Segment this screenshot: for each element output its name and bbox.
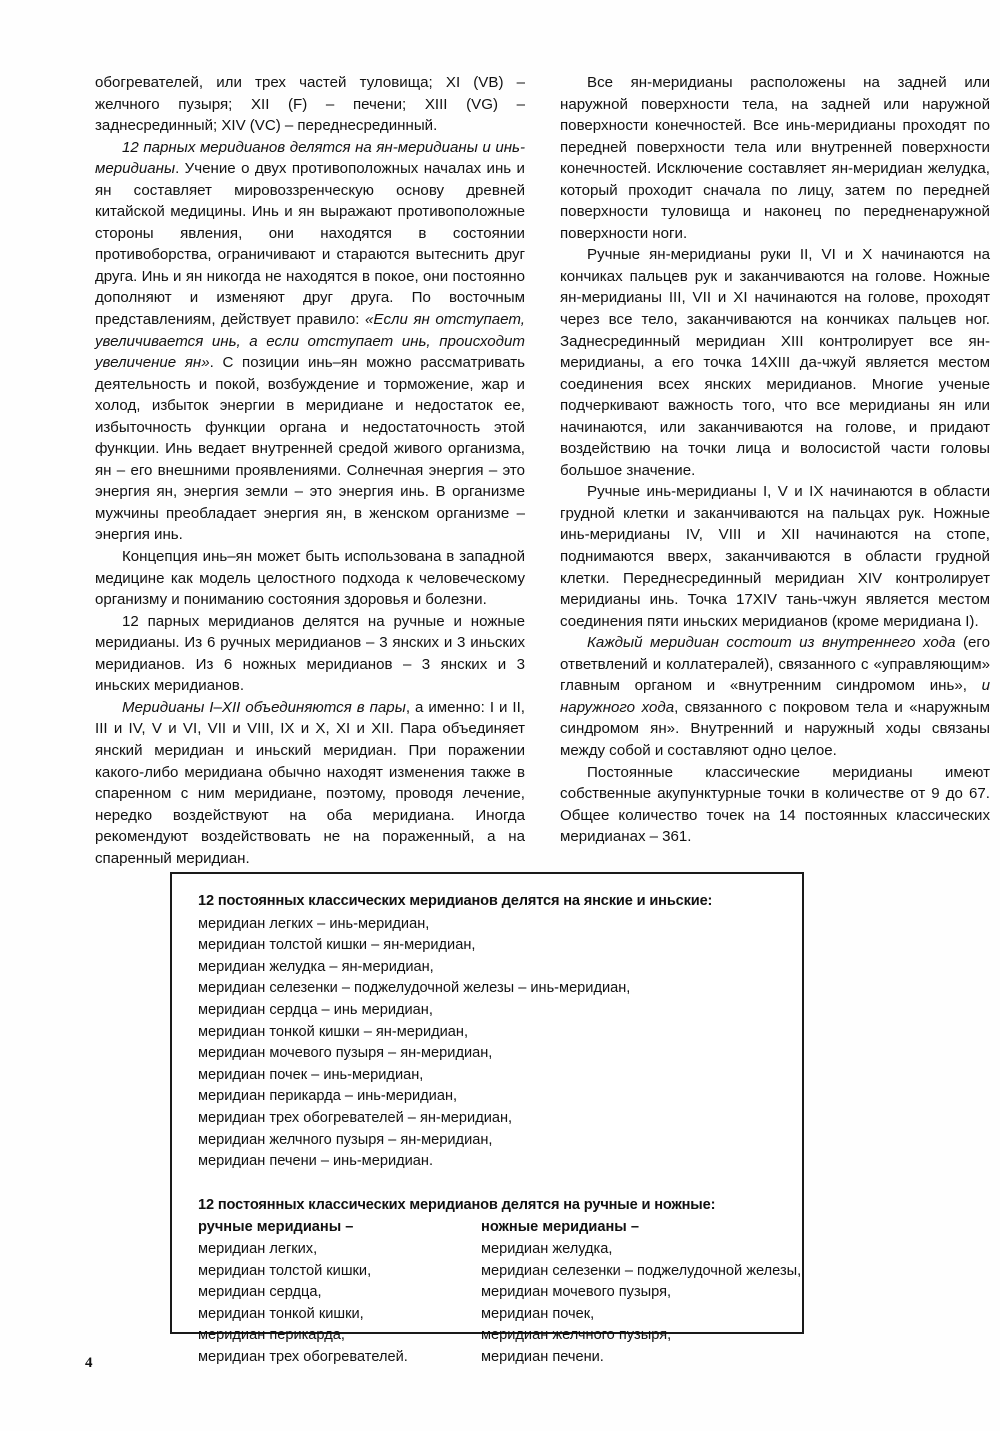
hand-meridians-label: ручные меридианы – bbox=[198, 1219, 354, 1236]
body-text: 12 парных меридианов делятся на ручные и ножные меридианы. Из 6 ручных меридианов – 3 янских и 3 иньских меридианов. Из 6 ножных меридианов – 3 янских и 3 иньских меридианов. bbox=[95, 612, 525, 695]
meridian-list-item: меридиан желчного пузыря – ян-меридиан, bbox=[198, 1131, 493, 1148]
right_column-paragraph bbox=[560, 632, 990, 761]
foot-meridian-item: меридиан почек, bbox=[481, 1305, 595, 1322]
foot-meridian-item: меридиан желчного пузыря, bbox=[481, 1327, 672, 1344]
left_column-paragraph bbox=[95, 611, 525, 697]
yin-yang-meridian-list bbox=[198, 914, 782, 1173]
body-text: Постоянные классические меридианы имеют собственные акупунктурные точки в количестве от 9 до 67. Общее количество точек на 14 постоянных классических меридианах – 361. bbox=[560, 763, 990, 846]
meridian-list-item: меридиан мочевого пузыря – ян-меридиан, bbox=[198, 1045, 493, 1062]
hand-meridian-item: меридиан легких, bbox=[198, 1240, 318, 1257]
left_column-paragraph bbox=[95, 546, 525, 611]
right_column-paragraph bbox=[560, 481, 990, 632]
hand-meridian-item: меридиан толстой кишки, bbox=[198, 1262, 372, 1279]
body-text: Концепция инь–ян может быть использована в западной медицине как модель целостного подхода к человеческому организму и пониманию состояния здоровья и болезни. bbox=[95, 548, 525, 609]
meridian-list-item: меридиан толстой кишки – ян-меридиан, bbox=[198, 937, 476, 954]
foot-meridian-item: меридиан желудка, bbox=[481, 1240, 613, 1257]
body-text: , а именно: I и II, III и IV, V и VI, VII и VIII, IX и X, XI и XII. Пара объединяет янский меридиан и иньский меридиан. При поражении какого-либо меридиана обычно находят изменения также в спаренном с ним меридиане, поэтому, проводя лечение, нередко воздействуют на оба меридиана. Иногда рекомендуют воздействовать не на пораженный, а на спаренный меридиан. bbox=[95, 698, 525, 867]
foot-meridian-list bbox=[481, 1239, 801, 1369]
meridian-list-item: меридиан перикарда – инь-меридиан, bbox=[198, 1088, 458, 1105]
right_column-paragraph bbox=[560, 72, 990, 244]
hand-foot-section-heading: 12 постоянных классических меридианов делятся на ручные и ножные: bbox=[198, 1196, 716, 1213]
emphasis-text: и наружного хода bbox=[560, 677, 990, 716]
foot-meridian-column bbox=[481, 1217, 801, 1368]
body-text: Ручные инь-меридианы I, V и IX начинаются в области грудной клетки и заканчиваются на пальцах рук. Ножные инь-меридианы IV, VIII и XII начинаются на стопе, поднимаются вверх, заканчиваются в области грудной клетки. Переднесрединный меридиан XIV контролирует меридианы инь. Точка 17XIV тань-чжун является местом соединения пяти иньских меридианов (кроме меридиана I). bbox=[560, 483, 990, 630]
left-text-column bbox=[95, 72, 525, 869]
foot-meridian-item: меридиан селезенки – поджелудочной железы, bbox=[481, 1262, 802, 1279]
body-text: Все ян-меридианы расположены на задней или наружной поверхности тела, на задней или наружной поверхности конечностей. Все инь-меридианы проходят по передней поверхности тела или внутренней поверхности конечностей. Исключение составляет ян-меридиан желудка, который проходит сначала по лицу, затем по передней поверхности туловища и наконец по передненаружной поверхности ноги. bbox=[560, 74, 990, 242]
meridian-list-item: меридиан желудка – ян-меридиан, bbox=[198, 958, 434, 975]
emphasis-text: «Если ян отступает, увеличивается инь, а если отступает инь, происходит увеличение ян» bbox=[95, 311, 525, 372]
meridian-list-item: меридиан легких – инь-меридиан, bbox=[198, 915, 430, 932]
hand-meridian-list bbox=[198, 1239, 481, 1369]
meridian-classification-box bbox=[170, 872, 804, 1365]
body-text: обогревателей, или трех частей туловища; XI (VB) – желчного пузыря; XII (F) – печени; XIII (VG) – заднесрединный; XIV (VC) – переднесрединный. bbox=[95, 74, 525, 135]
meridian-list-item: меридиан печени – инь-меридиан. bbox=[198, 1153, 433, 1170]
body-text: . С позиции инь–ян можно рассматривать деятельность и покой, возбуждение и торможение, жар и холод, избыток энергии в меридиане и недостаток ее, избыточность функции органа и недостаточность этой функции. Инь ведает внутренней средой живого организма, ян – его внешними проявлениями. Солнечная энергия – это энергия ян, энергия земли – это энергия инь. В организме мужчины преобладает энергия ян, в женском организме – энергия инь. bbox=[95, 354, 525, 544]
right_column-paragraph bbox=[560, 762, 990, 848]
right_column-paragraph bbox=[560, 244, 990, 481]
hand-meridian-item: меридиан трех обогревателей. bbox=[198, 1348, 408, 1365]
foot-meridians-label: ножные меридианы – bbox=[481, 1219, 639, 1236]
meridian-list-item: меридиан селезенки – поджелудочной железы – инь-меридиан, bbox=[198, 980, 631, 997]
hand-meridian-item: меридиан сердца, bbox=[198, 1284, 322, 1301]
page-number: 4 bbox=[85, 1355, 93, 1371]
foot-meridian-item: меридиан мочевого пузыря, bbox=[481, 1284, 672, 1301]
emphasis-text: Каждый меридиан состоит из внутреннего хода bbox=[587, 634, 956, 652]
body-text: , связанного с покровом тела и «наружным синдромом ян». Внутренний и наружный ходы связаны между собой и составляют одно целое. bbox=[560, 698, 990, 759]
foot-meridian-item: меридиан печени. bbox=[481, 1348, 604, 1365]
emphasis-text: 12 парных меридианов делятся на ян-меридианы и инь-меридианы bbox=[95, 138, 525, 178]
meridian-list-item: меридиан почек – инь-меридиан, bbox=[198, 1066, 424, 1083]
left_column-paragraph bbox=[95, 72, 525, 137]
body-text: (его ответвлений и коллатералей), связанного с «управляющим» главным органом и «внутренним синдромом инь», bbox=[560, 634, 990, 695]
body-text: . Учение о двух противоположных началах инь и ян составляет мировоззренческую основу древней китайской медицины. Инь и ян выражают противоположные стороны явления, они находятся в состоянии противоборства, ограничивают и стараются вытеснить друг друга. Инь и ян никогда не находятся в покое, они постоянно дополняют и изменяют друг друга. По восточным представлениям, действует правило: bbox=[95, 160, 525, 329]
yin-yang-section-heading: 12 постоянных классических меридианов делятся на янские и иньские: bbox=[198, 893, 713, 909]
meridian-list-item: меридиан тонкой кишки – ян-меридиан, bbox=[198, 1023, 469, 1040]
hand-meridian-column bbox=[198, 1217, 481, 1368]
meridian-list-item: меридиан трех обогревателей – ян-меридиан, bbox=[198, 1109, 513, 1126]
meridian-list-item: меридиан сердца – инь меридиан, bbox=[198, 1001, 433, 1018]
body-text: Ручные ян-меридианы руки II, VI и X начинаются на кончиках пальцев рук и заканчиваются на голове. Ножные ян-меридианы III, VII и XI начинаются на голове, проходят через все тело, заканчиваются на кончиках пальцев ног. Заднесрединный меридиан XIII контролирует все ян-меридианы, а его точка 14XIII да-чжуй является местом соединения всех янских меридианов. Многие ученые подчеркивают важность того, что все меридианы ян или начинаются, или заканчиваются на голове, и придают воздействию на точки лица и волосистой части головы большое значение. bbox=[560, 246, 990, 479]
text-body bbox=[95, 72, 990, 869]
right-text-column bbox=[560, 72, 990, 869]
hand-meridian-item: меридиан тонкой кишки, bbox=[198, 1305, 364, 1322]
hand-foot-columns bbox=[198, 1217, 802, 1368]
hand-meridian-item: меридиан перикарда, bbox=[198, 1327, 345, 1344]
left_column-paragraph bbox=[95, 697, 525, 869]
emphasis-text: Меридианы I–XII объединяются в пары bbox=[122, 698, 406, 716]
left_column-paragraph bbox=[95, 137, 525, 546]
